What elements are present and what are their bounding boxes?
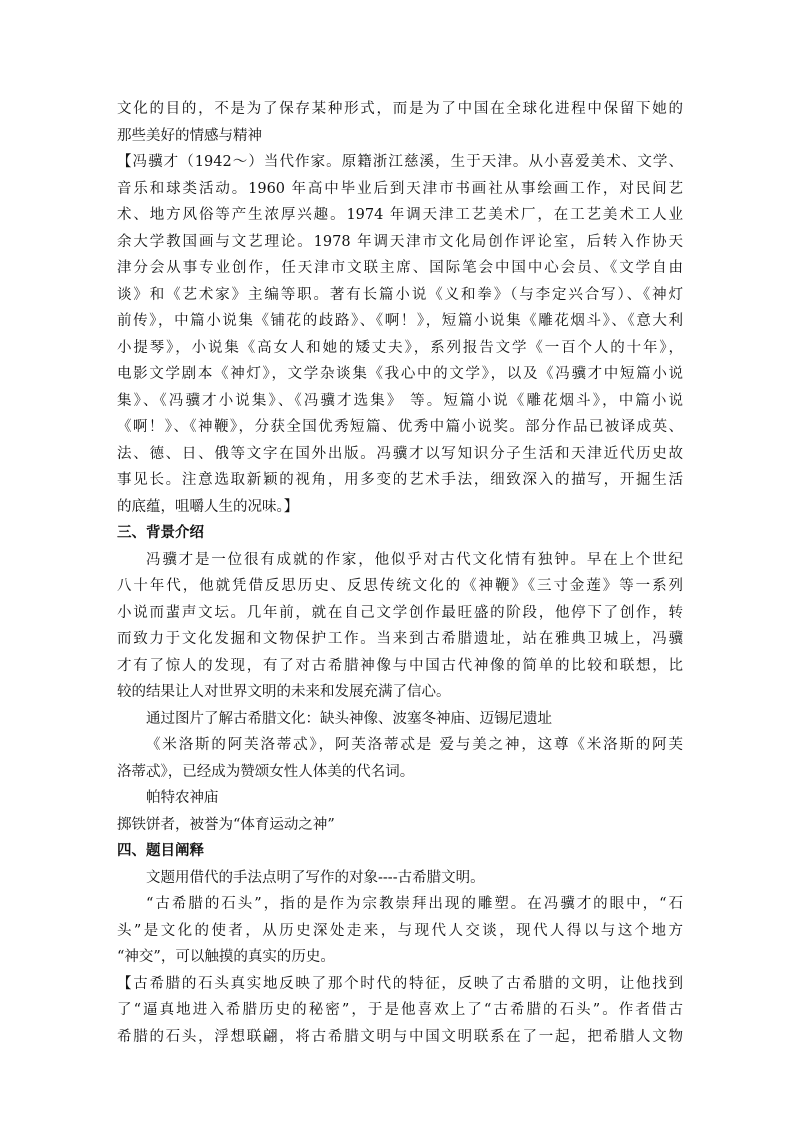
title-explain-line: 文题用借代的手法点明了写作的对象----古希腊文明。 [146, 869, 485, 886]
text-line: 《啊！》、《神鞭》，分获全国优秀短篇、优秀中篇小说奖。部分作品已被译成英、 [117, 419, 683, 435]
text-line: 事见长。注意选取新颖的视角，用多变的艺术手法，细致深入的描写，开掘生活 [117, 472, 683, 488]
reflection-paragraph [117, 971, 683, 1051]
text-line: 前传》，中篇小说集《铺花的歧路》、《啊！》，短篇小说集《雕花烟斗》、《意大利 [117, 313, 683, 329]
parthenon-line: 帕特农神庙 [146, 790, 219, 806]
text-line: 余大学教国画与文艺理论。1978 年调天津市文化局创作评论室，后转入作协天 [117, 233, 683, 250]
text-line: 的底蕴，咀嚼人生的况味。】 [117, 498, 299, 515]
text-line: 谈》和《艺术家》主编等职。著有长篇小说《义和拳》（与李定兴合写）、《神灯 [117, 286, 683, 303]
pictures-line: 通过图片了解古希腊文化：缺头神像、波塞冬神庙、迈锡尼遗址 [146, 710, 552, 727]
text-line: 洛蒂忒》，已经成为赞颂女性人体美的代名词。 [117, 763, 415, 780]
text-line: 法、德、日、俄等文字在国外出版。冯骥才以写知识分子生活和天津近代历史故 [117, 445, 683, 462]
text-line: 冯骥才是一位很有成就的作家，他似乎对古代文化情有独钟。早在上个世纪 [146, 551, 683, 568]
aphrodite-paragraph [117, 732, 683, 785]
text-line: 津分会从事专业创作，任天津市文联主席、国际笔会中国中心会员、《文学自由 [117, 260, 683, 276]
document-page [117, 96, 683, 1050]
text-line: 小提琴》，小说集《高女人和她的矮丈夫》，系列报告文学《一百个人的十年》， [117, 339, 683, 356]
text-line: 而致力于文化发掘和文物保护工作。当来到古希腊遗址，站在雅典卫城上，冯骥 [117, 631, 683, 647]
text-line: 才有了惊人的发现，有了对古希腊神像与中国古代神像的简单的比较和联想，比 [117, 657, 683, 674]
text-line: 小说而蜚声文坛。几年前，就在自己文学创作最旺盛的阶段，他停下了创作，转 [117, 604, 683, 621]
background-paragraph [117, 547, 683, 706]
text-line: 较的结果让人对世界文明的未来和发展充满了信心。 [117, 684, 451, 700]
author-bio-paragraph [117, 149, 683, 520]
stones-paragraph [117, 891, 683, 971]
text-line: 电影文学剧本《神灯》，文学杂谈集《我心中的文学》，以及《冯骥才中短篇小说 [117, 366, 683, 382]
discobolus-line: 掷铁饼者，被誉为“体育运动之神” [117, 816, 335, 833]
text-line: 文化的目的，不是为了保存某种形式，而是为了中国在全球化进程中保留下她的 [117, 101, 683, 117]
text-line: 了“逼真地进入希腊历史的秘密”，于是他喜欢上了“古希腊的石头”。作者借古 [117, 1002, 683, 1018]
text-line: 集》、《冯骥才小说集》、《冯骥才选集》 等。短篇小说《雕花烟斗》，中篇小说 [117, 392, 683, 409]
text-line: 【冯骥才（1942～）当代作家。原籍浙江慈溪，生于天津。从小喜爱美术、文学、 [117, 154, 683, 170]
text-line: 【古希腊的石头真实地反映了那个时代的特征，反映了古希腊的文明，让他找到 [117, 975, 683, 992]
text-line: “古希腊的石头”，指的是作为宗教崇拜出现的雕塑。在冯骥才的眼中，“石 [146, 896, 683, 912]
section-heading-background: 三、背景介绍 [117, 525, 204, 541]
text-line: 八十年代，他就凭借反思历史、反思传统文化的《神鞭》《三寸金莲》等一系列 [117, 578, 683, 594]
text-line: “神交”，可以触摸的真实的历史。 [117, 949, 335, 965]
intro-paragraph [117, 96, 683, 149]
text-line: 那些美好的情感与精神 [117, 127, 262, 144]
text-line: 希腊的石头，浮想联翩，将古希腊文明与中国文明联系在了一起，把希腊人文物 [117, 1028, 683, 1045]
text-line: 头”是文化的使者，从历史深处走来，与现代人交谈，现代人得以与这个地方 [117, 922, 683, 939]
section-heading-title-explanation: 四、题目阐释 [117, 843, 204, 859]
text-line: 《米洛斯的阿芙洛蒂忒》，阿芙洛蒂忒是 爱与美之神，这尊《米洛斯的阿芙 [146, 737, 683, 753]
text-line: 音乐和球类活动。1960 年高中毕业后到天津市书画社从事绘画工作，对民间艺 [117, 180, 683, 197]
text-line: 术、地方风俗等产生浓厚兴趣。1974 年调天津工艺美术厂，在工艺美术工人业 [117, 207, 683, 223]
